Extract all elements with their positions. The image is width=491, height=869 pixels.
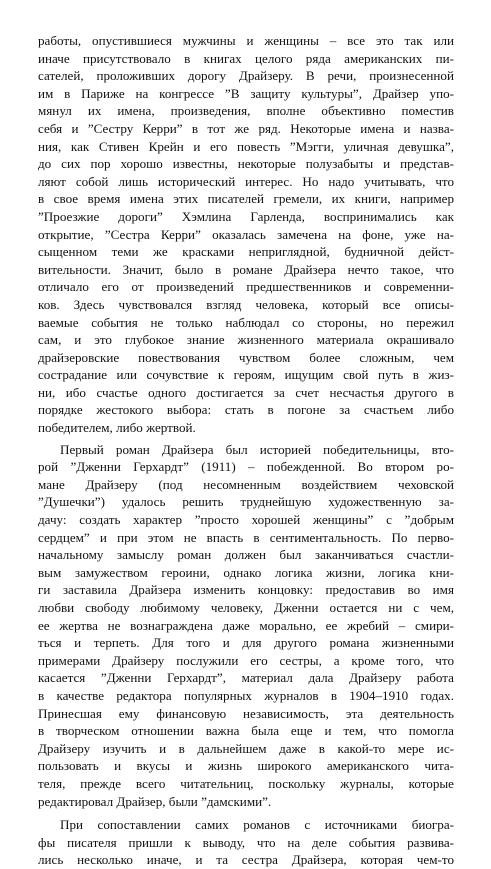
text-line: ляют собой лишь исторический интерес. Но надо учитывать, что bbox=[38, 173, 454, 189]
text-line: дачу: создать характер ”просто хорошей женщины” с ”добрым bbox=[38, 512, 454, 528]
text-line: в качестве редактора популярных журналов в 1904–1910 годах. bbox=[38, 687, 454, 703]
text-line: редактировал Драйзер, были ”дамскими”. bbox=[38, 793, 272, 809]
text-line: ваемые события не только наблюдал со стороны, но пережил bbox=[38, 314, 454, 330]
text-line: любви свободу любимому человеку, Дженни остается ни с чем, bbox=[38, 600, 454, 615]
text-line: драйзеровские повествования чувством более сложным, чем bbox=[38, 349, 454, 365]
text-line: себя и ”Сестру Керри” в тот же ряд. Некоторые имена и назва- bbox=[38, 120, 454, 136]
text-line: мянул их имена, произведения, вполне объективно поместив bbox=[38, 103, 454, 119]
paragraph bbox=[38, 441, 454, 810]
text-line: пользовать и вкусы и жизнь широкого американского чита- bbox=[38, 758, 454, 774]
text-line: сателей, проложивших дорогу Драйзеру. В речи, произнесенной bbox=[38, 68, 454, 84]
text-line: касается ”Дженни Герхардт”, материал дала Драйзеру работа bbox=[38, 670, 454, 686]
text-line: иначе присутствовало в книгах целого ряда американских пи- bbox=[38, 50, 454, 66]
text-line: в творческом отношении важна была еще и тем, что помогла bbox=[38, 723, 454, 739]
text-line: открытие, ”Сестра Керри” оказалась замечена на фоне, уже на- bbox=[38, 226, 454, 242]
text-line: Принесшая ему финансовую независимость, эта деятельность bbox=[38, 705, 454, 721]
body-text bbox=[38, 32, 454, 869]
text-line: в свое время имена этих писателей гремели, их книги, например bbox=[38, 191, 454, 207]
text-line: Первый роман Драйзера был историей победительницы, вто- bbox=[60, 441, 454, 457]
text-line: ”Проезжие дороги” Хэмлина Гарленда, воспринимались как bbox=[38, 208, 454, 224]
text-line: лись несколько иначе, и та сестра Драйзера, которая чем-то bbox=[38, 852, 454, 868]
text-line: вым замужеством героини, однако логика жизни, логика кни- bbox=[38, 564, 454, 580]
text-line: рой ”Дженни Герхардт” (1911) – побежденной. Во втором ро- bbox=[38, 459, 454, 475]
text-line: им в Париже на конгрессе ”В защиту культуры”, Драйзер упо- bbox=[38, 85, 454, 101]
text-line: начальному замыслу роман должен был заканчиваться счастли- bbox=[38, 547, 454, 563]
text-line: вительности. Значит, было в романе Драйзера нечто такое, что bbox=[38, 261, 454, 277]
text-line: отличало его от произведений предшественников и современни- bbox=[38, 279, 454, 295]
text-line: примерами Драйзеру послужили его сестры, а кроме того, что bbox=[38, 652, 454, 668]
text-line: победителем, либо жертвой. bbox=[38, 420, 196, 436]
text-line: теля, прежде всего читательниц, поскольку журналы, которые bbox=[38, 775, 454, 791]
text-line: сострадание или сочувствие к героям, ищущим свой путь в жиз- bbox=[38, 367, 454, 383]
text-line: сердцем” и при этом не впасть в сентиментальность. По перво- bbox=[38, 529, 454, 545]
text-line: При сопоставлении самих романов с источниками биогра- bbox=[60, 817, 454, 833]
text-line: ее жертва не вознаграждена даже морально, ее жребий – смири- bbox=[38, 617, 454, 633]
paragraph bbox=[38, 816, 454, 869]
text-line: работы, опустившиеся мужчины и женщины – все это так или bbox=[38, 33, 454, 48]
text-line: до сих пор хорошо известны, некоторые полузабыты и представ- bbox=[38, 156, 454, 172]
text-line: мане Драйзеру (под несомненным воздействием чеховской bbox=[38, 476, 454, 492]
text-line: Драйзеру изучить и в дальнейшем даже в какой-то мере ис- bbox=[38, 740, 454, 756]
paragraph bbox=[38, 32, 454, 437]
text-line: ков. Здесь чувствовался взгляд человека, который все описы- bbox=[38, 296, 454, 312]
text-line: ”Душечки”) удалось решить труднейшую художественную за- bbox=[38, 494, 454, 510]
text-line: сам, и это глубокое знание жизненного материала окрашивало bbox=[38, 332, 454, 348]
text-line: ться и терпеть. Для того и для другого романа жизненными bbox=[38, 635, 454, 651]
text-line: ния, как Стивен Крейн и его повесть ”Мэгги, уличная девушка”, bbox=[38, 138, 454, 154]
text-line: фы писателя пришли к выводу, что на деле события развива- bbox=[38, 834, 454, 850]
text-line: сыщенном теми же красками неприглядной, будничной дейст- bbox=[38, 244, 454, 260]
text-line: порядке жестокого выбора: стать в погоне за счастьем либо bbox=[38, 402, 454, 418]
text-line: ги заставила Драйзера изменить концовку: предоставив во имя bbox=[38, 582, 454, 598]
text-line: ни, ибо счастье одного достигается за счет несчастья другого в bbox=[38, 384, 454, 400]
